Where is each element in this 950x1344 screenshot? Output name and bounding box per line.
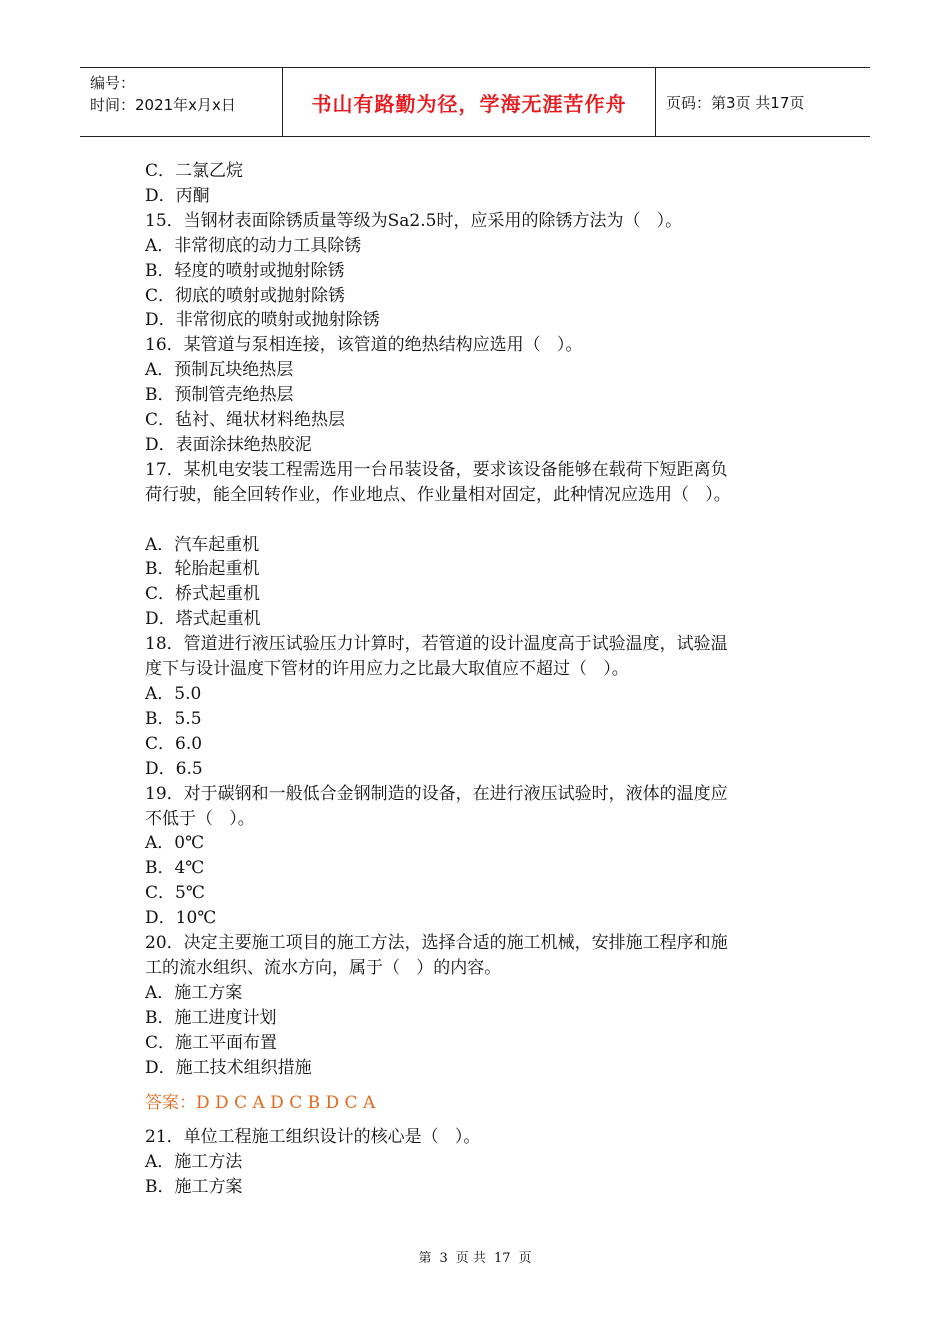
text-line: D．非常彻底的喷射或抛射除锈 bbox=[145, 310, 380, 331]
footer-total-pages: 17 bbox=[493, 1251, 511, 1266]
text-line: C．施工平面布置 bbox=[145, 1032, 278, 1053]
text-line: B．5.5 bbox=[145, 708, 202, 729]
answer-line: 答案：D D C A D C B D C A bbox=[145, 1092, 376, 1113]
header-time-label: 时间：2021年x月x日 bbox=[90, 96, 236, 114]
text-line: A．汽车起重机 bbox=[145, 534, 260, 555]
text-line: A．5.0 bbox=[145, 684, 202, 705]
text-line: 不低于（ ）。 bbox=[145, 808, 255, 829]
text-line: C．6.0 bbox=[145, 733, 203, 754]
question-block-1 bbox=[145, 159, 805, 508]
text-line: D．10℃ bbox=[145, 908, 217, 929]
text-line: 度下与设计温度下管材的许用应力之比最大取值应不超过（ ）。 bbox=[145, 659, 629, 680]
text-line: D．丙酮 bbox=[145, 185, 210, 206]
text-line: C．桥式起重机 bbox=[145, 584, 261, 605]
page-footer bbox=[0, 1247, 950, 1266]
text-line: D．施工技术组织措施 bbox=[145, 1057, 312, 1078]
text-line: 17．某机电安装工程需选用一台吊装设备，要求该设备能够在载荷下短距离负 bbox=[145, 459, 728, 480]
footer-suffix: 页 bbox=[518, 1251, 532, 1266]
text-line: C．彻底的喷射或抛射除锈 bbox=[145, 285, 346, 306]
text-line: C．毡衬、绳状材料绝热层 bbox=[145, 410, 346, 431]
text-line: 荷行驶，能全回转作业，作业地点、作业量相对固定，此种情况应选用（ ）。 bbox=[145, 484, 731, 505]
text-line: A．施工方案 bbox=[145, 982, 243, 1003]
text-line: 21．单位工程施工组织设计的核心是（ ）。 bbox=[145, 1127, 481, 1148]
text-line: B．施工进度计划 bbox=[145, 1007, 277, 1028]
text-line: D．塔式起重机 bbox=[145, 609, 261, 630]
text-line: D．6.5 bbox=[145, 758, 203, 779]
document-body bbox=[145, 159, 805, 1200]
text-line: 20．决定主要施工项目的施工方法，选择合适的施工机械，安排施工程序和施 bbox=[145, 933, 728, 954]
text-line: A．非常彻底的动力工具除锈 bbox=[145, 235, 362, 256]
text-line: B．4℃ bbox=[145, 858, 205, 879]
spacer bbox=[145, 508, 805, 533]
text-line: 15．当钢材表面除锈质量等级为Sa2.5时，应采用的除锈方法为（ ）。 bbox=[145, 210, 683, 231]
text-line: 16．某管道与泵相连接，该管道的绝热结构应选用（ ）。 bbox=[145, 335, 583, 356]
footer-prefix: 第 bbox=[418, 1251, 432, 1266]
text-line: 工的流水组织、流水方向，属于（ ）的内容。 bbox=[145, 957, 502, 978]
page-header bbox=[80, 67, 870, 137]
text-line: B．预制管壳绝热层 bbox=[145, 385, 294, 406]
text-line: A．预制瓦块绝热层 bbox=[145, 360, 294, 381]
text-line: C．二氯乙烷 bbox=[145, 161, 244, 181]
header-meta bbox=[80, 68, 282, 136]
question-block-3 bbox=[145, 1125, 805, 1200]
text-line: B．施工方案 bbox=[145, 1177, 243, 1198]
footer-page-number: 3 bbox=[439, 1251, 448, 1266]
text-line: C．5℃ bbox=[145, 883, 205, 904]
text-line: D．表面涂抹绝热胶泥 bbox=[145, 434, 312, 455]
text-line: B．轮胎起重机 bbox=[145, 559, 260, 580]
text-line: B．轻度的喷射或抛射除锈 bbox=[145, 260, 345, 281]
header-page-info: 页码：第3页 共17页 bbox=[666, 93, 805, 112]
header-motto: 书山有路勤为径，学海无涯苦作舟 bbox=[282, 68, 656, 136]
text-line: 19．对于碳钢和一般低合金钢制造的设备，在进行液压试验时，液体的温度应 bbox=[145, 783, 728, 804]
text-line: A．0℃ bbox=[145, 833, 205, 854]
footer-mid: 页 共 bbox=[455, 1251, 486, 1266]
text-line: A．施工方法 bbox=[145, 1152, 243, 1173]
question-block-2 bbox=[145, 533, 805, 1081]
header-number-label: 编号： bbox=[90, 74, 136, 92]
text-line: 18．管道进行液压试验压力计算时，若管道的设计温度高于试验温度，试验温 bbox=[145, 634, 728, 655]
